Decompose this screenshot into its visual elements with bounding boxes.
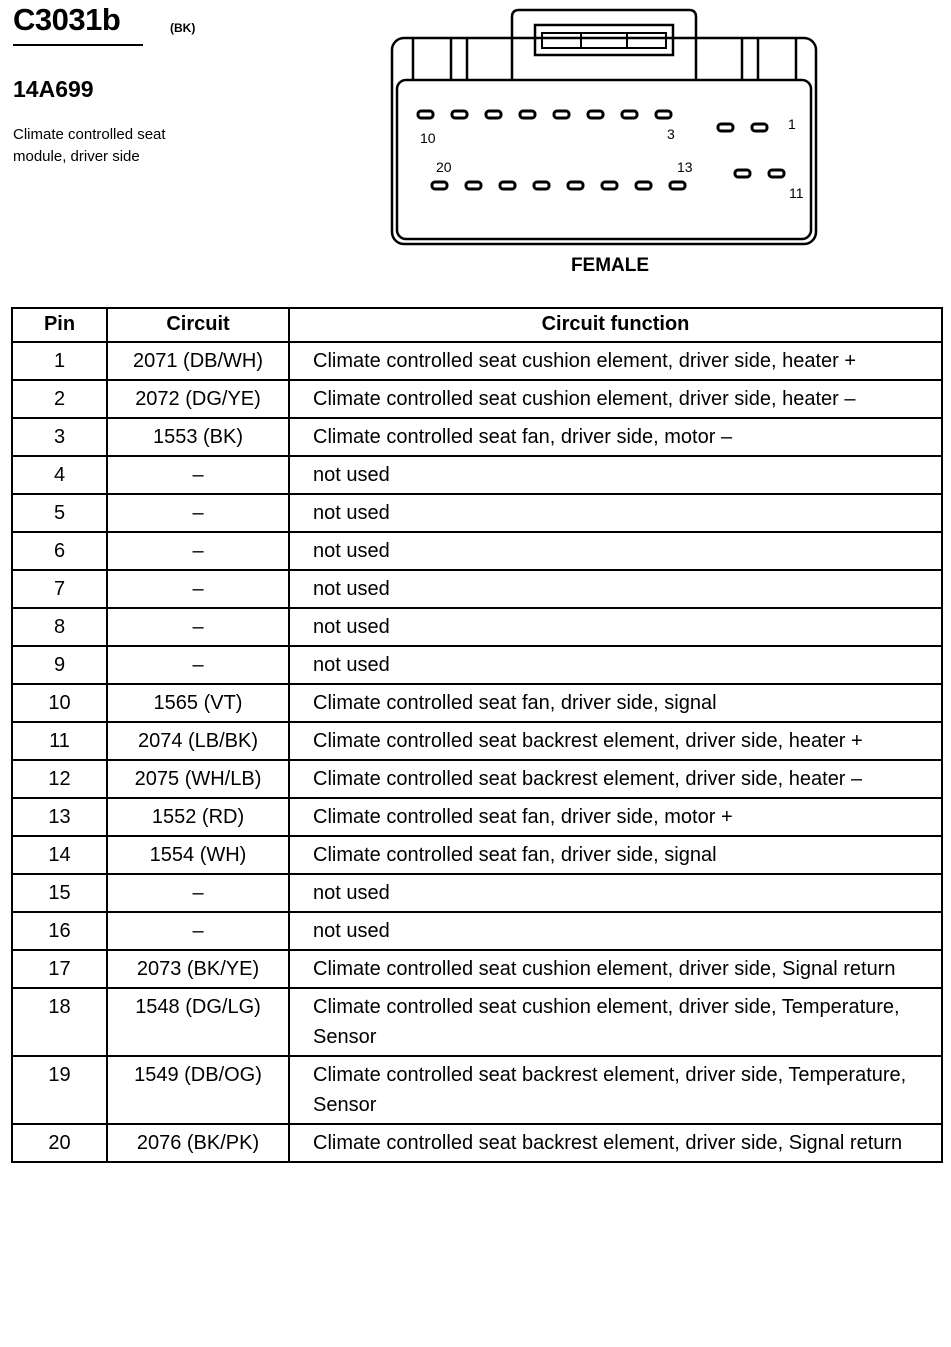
pin-cavity-13 — [670, 182, 685, 189]
connector-id-underline — [13, 44, 143, 46]
circuit-cell: 1553 (BK) — [107, 418, 289, 456]
circuit-cell: 1554 (WH) — [107, 836, 289, 874]
table-row — [12, 646, 942, 684]
circuit-cell: – — [107, 608, 289, 646]
circuit-function-cell: Climate controlled seat backrest element, driver side, Temperature, Sensor — [289, 1056, 942, 1124]
pin-cavity-5 — [588, 111, 603, 118]
pin-cavity-7 — [520, 111, 535, 118]
column-header-circuit: Circuit — [107, 308, 289, 342]
pin-number-cell: 16 — [12, 912, 107, 950]
circuit-function-cell: not used — [289, 570, 942, 608]
table-row — [12, 1124, 942, 1162]
circuit-function-cell: not used — [289, 874, 942, 912]
pin-number-cell: 17 — [12, 950, 107, 988]
circuit-function-cell: Climate controlled seat fan, driver side, motor + — [289, 798, 942, 836]
circuit-cell: 2075 (WH/LB) — [107, 760, 289, 798]
pin-cavity-6 — [554, 111, 569, 118]
pin-cavity-1 — [752, 124, 767, 131]
table-row — [12, 1056, 942, 1124]
circuit-cell: 1552 (RD) — [107, 798, 289, 836]
pin-number-cell: 13 — [12, 798, 107, 836]
pin-label-13: 13 — [677, 159, 693, 175]
circuit-cell: – — [107, 532, 289, 570]
pin-cavity-17 — [534, 182, 549, 189]
connector-color: (BK) — [170, 21, 196, 35]
circuit-cell: – — [107, 494, 289, 532]
pin-label-11: 11 — [789, 185, 804, 201]
circuit-cell: – — [107, 646, 289, 684]
table-row — [12, 570, 942, 608]
pin-number-cell: 15 — [12, 874, 107, 912]
pin-number-cell: 8 — [12, 608, 107, 646]
pin-table — [11, 307, 943, 1163]
pin-cavity-11 — [769, 170, 784, 177]
pin-label-1: 1 — [788, 116, 796, 132]
table-row — [12, 608, 942, 646]
table-row — [12, 874, 942, 912]
pin-cavity-12 — [735, 170, 750, 177]
table-row — [12, 950, 942, 988]
circuit-cell: 2072 (DG/YE) — [107, 380, 289, 418]
circuit-function-cell: Climate controlled seat cushion element, driver side, Temperature, Sensor — [289, 988, 942, 1056]
pin-cavity-16 — [568, 182, 583, 189]
table-row — [12, 342, 942, 380]
pin-number-cell: 2 — [12, 380, 107, 418]
circuit-cell: – — [107, 912, 289, 950]
circuit-function-cell: not used — [289, 532, 942, 570]
circuit-cell: – — [107, 570, 289, 608]
circuit-function-cell: Climate controlled seat backrest element, driver side, Signal return — [289, 1124, 942, 1162]
part-number: 14A699 — [13, 76, 94, 102]
pin-cavity-4 — [622, 111, 637, 118]
pin-number-cell: 19 — [12, 1056, 107, 1124]
circuit-cell: 1548 (DG/LG) — [107, 988, 289, 1056]
pin-number-cell: 9 — [12, 646, 107, 684]
table-row — [12, 988, 942, 1056]
pin-label-20: 20 — [436, 159, 452, 175]
circuit-function-cell: Climate controlled seat fan, driver side, motor – — [289, 418, 942, 456]
pin-number-cell: 14 — [12, 836, 107, 874]
pin-cavity-10 — [418, 111, 433, 118]
table-row — [12, 684, 942, 722]
connector-latch — [512, 10, 696, 80]
pin-cavity-20 — [432, 182, 447, 189]
circuit-function-cell: Climate controlled seat fan, driver side, signal — [289, 684, 942, 722]
connector-latch-window — [535, 25, 673, 55]
pin-number-cell: 3 — [12, 418, 107, 456]
circuit-function-cell: Climate controlled seat cushion element, driver side, heater + — [289, 342, 942, 380]
connector-description: Climate controlled seat module, driver side — [13, 126, 166, 165]
circuit-cell: 2073 (BK/YE) — [107, 950, 289, 988]
circuit-function-cell: not used — [289, 456, 942, 494]
circuit-function-cell: not used — [289, 912, 942, 950]
pin-cavity-18 — [500, 182, 515, 189]
pin-number-cell: 18 — [12, 988, 107, 1056]
pin-cavity-19 — [466, 182, 481, 189]
table-row — [12, 760, 942, 798]
table-row — [12, 912, 942, 950]
table-row — [12, 532, 942, 570]
column-header-pin: Pin — [12, 308, 107, 342]
table-row — [12, 418, 942, 456]
circuit-cell: – — [107, 874, 289, 912]
table-row — [12, 798, 942, 836]
pin-number-cell: 7 — [12, 570, 107, 608]
circuit-function-cell: Climate controlled seat cushion element, driver side, heater – — [289, 380, 942, 418]
column-header-circuit-function: Circuit function — [289, 308, 942, 342]
table-row — [12, 494, 942, 532]
pin-cavity-2 — [718, 124, 733, 131]
pin-number-cell: 10 — [12, 684, 107, 722]
connector-face-outline — [397, 80, 811, 239]
table-row — [12, 380, 942, 418]
pin-cavity-15 — [602, 182, 617, 189]
pin-label-3: 3 — [667, 126, 675, 142]
pin-number-cell: 5 — [12, 494, 107, 532]
circuit-function-cell: not used — [289, 494, 942, 532]
circuit-function-cell: not used — [289, 608, 942, 646]
circuit-cell: 2076 (BK/PK) — [107, 1124, 289, 1162]
pin-cavity-14 — [636, 182, 651, 189]
pin-number-cell: 4 — [12, 456, 107, 494]
table-row — [12, 456, 942, 494]
circuit-function-cell: Climate controlled seat backrest element, driver side, heater + — [289, 722, 942, 760]
pin-cavity-9 — [452, 111, 467, 118]
table-row — [12, 836, 942, 874]
circuit-cell: 1549 (DB/OG) — [107, 1056, 289, 1124]
table-row — [12, 722, 942, 760]
pin-number-cell: 12 — [12, 760, 107, 798]
circuit-cell: 2071 (DB/WH) — [107, 342, 289, 380]
pin-cavity-3 — [656, 111, 671, 118]
pin-number-cell: 1 — [12, 342, 107, 380]
pin-table-header-row — [12, 308, 942, 342]
circuit-function-cell: Climate controlled seat fan, driver side, signal — [289, 836, 942, 874]
pin-label-10: 10 — [420, 130, 436, 146]
pin-number-cell: 20 — [12, 1124, 107, 1162]
pin-table-body — [12, 342, 942, 1162]
connector-housing-outline — [392, 38, 816, 244]
connector-gender-label: FEMALE — [570, 255, 650, 276]
circuit-function-cell: not used — [289, 646, 942, 684]
circuit-cell: 1565 (VT) — [107, 684, 289, 722]
circuit-function-cell: Climate controlled seat cushion element, driver side, Signal return — [289, 950, 942, 988]
circuit-cell: 2074 (LB/BK) — [107, 722, 289, 760]
pin-number-cell: 11 — [12, 722, 107, 760]
pin-cavity-8 — [486, 111, 501, 118]
connector-id: C3031b — [13, 2, 121, 37]
connector-face-diagram — [385, 5, 825, 250]
circuit-function-cell: Climate controlled seat backrest element, driver side, heater – — [289, 760, 942, 798]
circuit-cell: – — [107, 456, 289, 494]
pin-number-cell: 6 — [12, 532, 107, 570]
